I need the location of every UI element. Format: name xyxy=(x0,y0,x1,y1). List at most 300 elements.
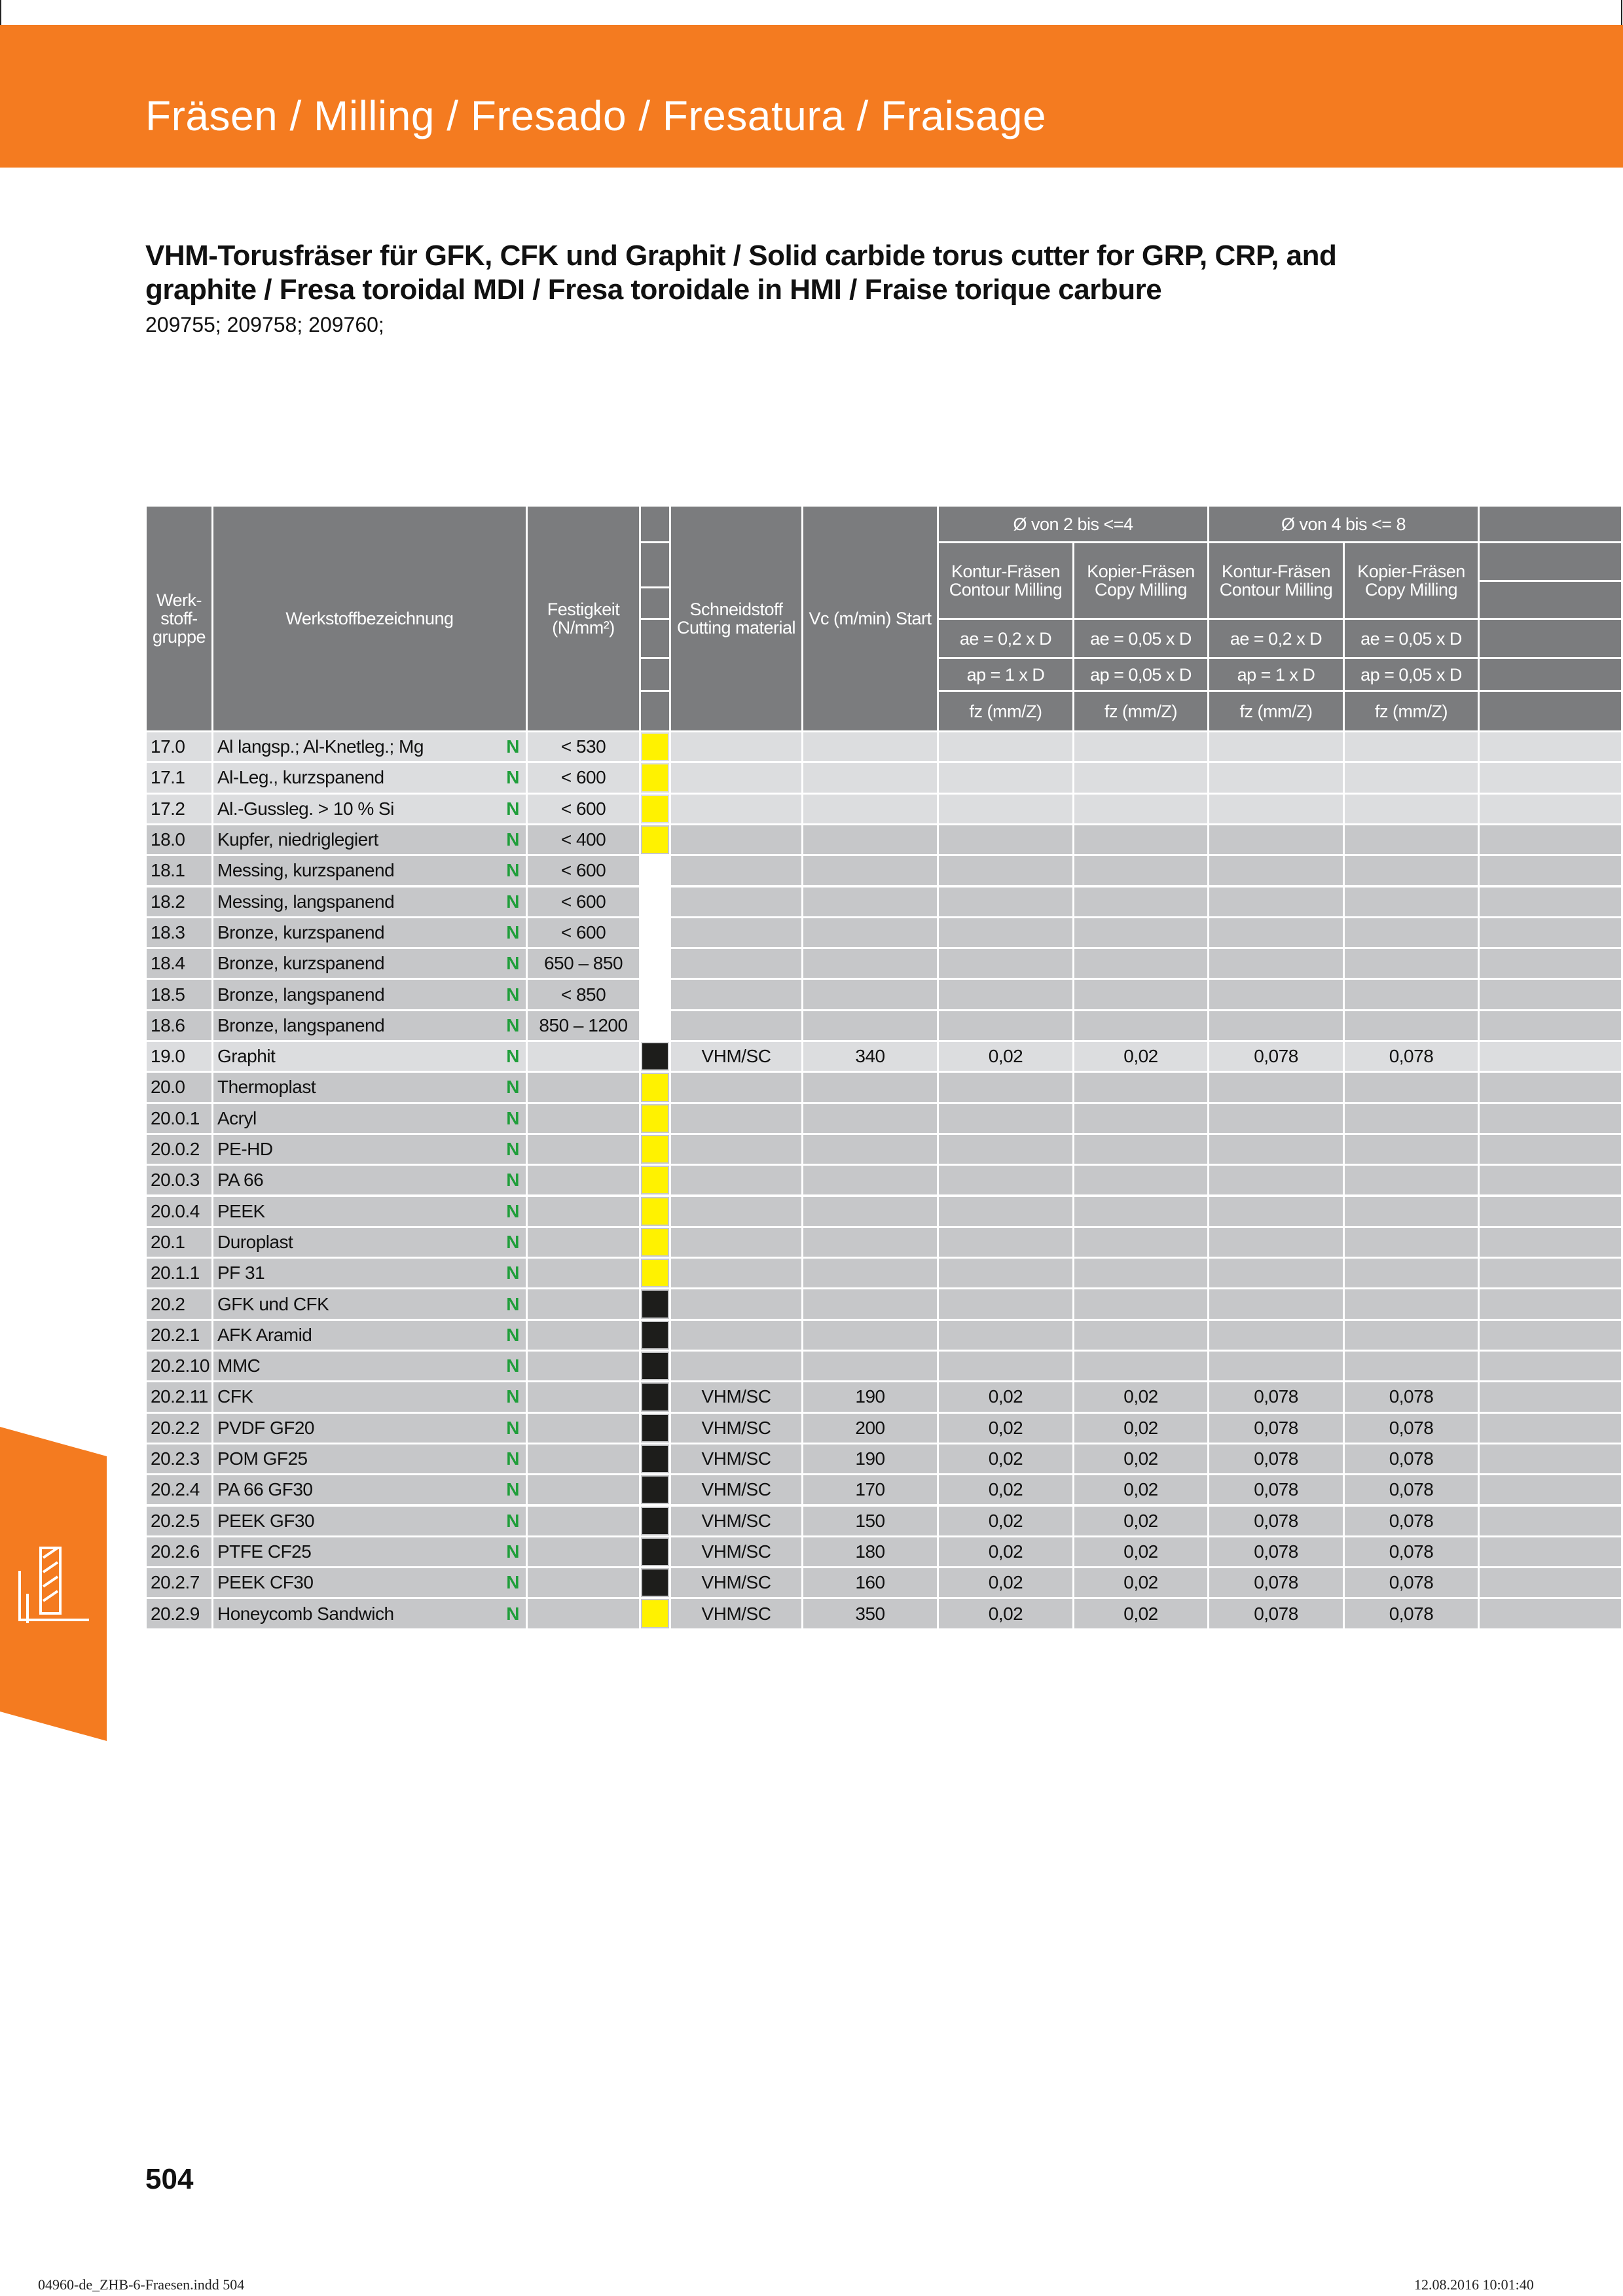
cell-fz-contour-2-4 xyxy=(939,1166,1074,1196)
cell-group: 18.0 xyxy=(147,825,213,856)
cell-cutting-material: VHM/SC xyxy=(671,1382,803,1413)
material-class-n-badge: N xyxy=(506,767,519,788)
cell-material-name xyxy=(213,1599,528,1630)
black-suitability-swatch xyxy=(642,1539,668,1565)
cell-fz-copy-2-4 xyxy=(1074,1011,1209,1042)
cell-extra xyxy=(1480,795,1623,825)
cell-fz-copy-4-8 xyxy=(1345,888,1480,918)
cell-fz-contour-4-8: 0,078 xyxy=(1209,1444,1345,1475)
material-class-n-badge: N xyxy=(506,1355,519,1376)
material-class-n-badge: N xyxy=(506,1200,519,1221)
cell-group: 17.1 xyxy=(147,763,213,794)
header-ap-contour: ap = 1 x D xyxy=(939,659,1074,692)
cell-swatch xyxy=(641,1444,671,1475)
cell-fz-contour-2-4 xyxy=(939,949,1074,980)
cell-fz-copy-2-4 xyxy=(1074,949,1209,980)
cell-material-name xyxy=(213,1197,528,1228)
header-extra-column xyxy=(1480,507,1623,543)
cell-extra xyxy=(1480,1382,1623,1413)
cell-fz-contour-4-8 xyxy=(1209,1011,1345,1042)
cell-fz-copy-2-4 xyxy=(1074,980,1209,1011)
cell-swatch xyxy=(641,1104,671,1135)
material-name-text: GFK und CFK xyxy=(217,1293,329,1314)
header-vc: Vc (m/min) Start xyxy=(803,507,939,732)
cell-fz-copy-4-8 xyxy=(1345,918,1480,949)
cell-cutting-material xyxy=(671,1228,803,1259)
cell-strength xyxy=(528,1444,641,1475)
cell-fz-copy-4-8 xyxy=(1345,825,1480,856)
cell-strength xyxy=(528,1382,641,1413)
cell-cutting-material xyxy=(671,763,803,794)
cell-strength xyxy=(528,1537,641,1568)
cell-extra xyxy=(1480,732,1623,763)
material-name-text: PA 66 xyxy=(217,1170,264,1191)
cell-vc xyxy=(803,949,939,980)
cell-fz-copy-4-8 xyxy=(1345,1135,1480,1166)
cell-material-name xyxy=(213,1228,528,1259)
cell-fz-copy-2-4 xyxy=(1074,732,1209,763)
cell-swatch xyxy=(641,1599,671,1630)
cell-swatch xyxy=(641,763,671,794)
header-swatch-cell xyxy=(641,620,671,659)
cell-fz-copy-4-8: 0,078 xyxy=(1345,1042,1480,1073)
material-name-text: Thermoplast xyxy=(217,1077,316,1098)
cell-group: 20.0.2 xyxy=(147,1135,213,1166)
cell-vc xyxy=(803,1011,939,1042)
chapter-side-tab xyxy=(0,1427,107,1741)
cell-swatch xyxy=(641,918,671,949)
cell-extra xyxy=(1480,1135,1623,1166)
cell-vc: 190 xyxy=(803,1382,939,1413)
cell-vc: 160 xyxy=(803,1568,939,1599)
cell-strength xyxy=(528,1166,641,1196)
cell-fz-contour-4-8: 0,078 xyxy=(1209,1414,1345,1444)
cell-cutting-material xyxy=(671,856,803,887)
cell-fz-contour-2-4 xyxy=(939,1197,1074,1228)
header-ae-contour: ae = 0,2 x D xyxy=(1209,620,1345,659)
material-name-text: PA 66 GF30 xyxy=(217,1479,313,1500)
material-name-text: Al langsp.; Al-Knetleg.; Mg xyxy=(217,736,424,757)
cell-fz-copy-4-8: 0,078 xyxy=(1345,1507,1480,1537)
material-name-text: Kupfer, niedriglegiert xyxy=(217,829,378,850)
crop-mark-right xyxy=(1621,0,1622,25)
header-extra-column xyxy=(1480,620,1623,659)
cell-fz-contour-4-8: 0,078 xyxy=(1209,1568,1345,1599)
cell-swatch xyxy=(641,1568,671,1599)
material-name-text: Duroplast xyxy=(217,1231,293,1252)
cell-fz-copy-2-4 xyxy=(1074,918,1209,949)
cell-cutting-material: VHM/SC xyxy=(671,1414,803,1444)
black-suitability-swatch xyxy=(642,1477,668,1503)
material-class-n-badge: N xyxy=(506,891,519,912)
cell-fz-contour-2-4 xyxy=(939,980,1074,1011)
cell-cutting-material xyxy=(671,1166,803,1196)
cell-fz-contour-2-4 xyxy=(939,732,1074,763)
material-name-text: Bronze, langspanend xyxy=(217,984,385,1005)
yellow-suitability-swatch xyxy=(642,1260,668,1286)
cell-strength xyxy=(528,1568,641,1599)
material-name-text: Graphit xyxy=(217,1046,276,1067)
header-contour-milling: Kontur-Fräsen Contour Milling xyxy=(939,543,1074,620)
cell-swatch xyxy=(641,795,671,825)
cell-extra xyxy=(1480,1507,1623,1537)
cell-extra xyxy=(1480,856,1623,887)
cell-swatch xyxy=(641,949,671,980)
cell-strength: < 530 xyxy=(528,732,641,763)
black-suitability-swatch xyxy=(642,1508,668,1534)
cell-swatch xyxy=(641,1042,671,1073)
cell-group: 20.0.4 xyxy=(147,1197,213,1228)
cell-fz-copy-2-4 xyxy=(1074,1352,1209,1382)
cell-material-name xyxy=(213,1568,528,1599)
yellow-suitability-swatch xyxy=(642,1105,668,1132)
cell-fz-copy-2-4: 0,02 xyxy=(1074,1042,1209,1073)
header-swatch-cell xyxy=(641,543,671,588)
header-swatch-cell xyxy=(641,588,671,620)
cell-strength: < 400 xyxy=(528,825,641,856)
material-class-n-badge: N xyxy=(506,1386,519,1407)
cell-group: 20.2.4 xyxy=(147,1475,213,1506)
cell-strength xyxy=(528,1042,641,1073)
cell-swatch xyxy=(641,1166,671,1196)
material-class-n-badge: N xyxy=(506,1572,519,1593)
cell-vc xyxy=(803,1104,939,1135)
header-cutting-material: Schneidstoff Cutting material xyxy=(671,507,803,732)
cell-vc: 170 xyxy=(803,1475,939,1506)
cell-fz-copy-4-8 xyxy=(1345,1352,1480,1382)
cell-material-name xyxy=(213,1073,528,1103)
material-name-text: Messing, kurzspanend xyxy=(217,860,395,881)
cell-group: 20.2.2 xyxy=(147,1414,213,1444)
cell-vc: 350 xyxy=(803,1599,939,1630)
cell-vc: 180 xyxy=(803,1537,939,1568)
cell-fz-copy-2-4: 0,02 xyxy=(1074,1444,1209,1475)
cell-fz-contour-4-8 xyxy=(1209,949,1345,980)
cell-strength: < 600 xyxy=(528,918,641,949)
cell-vc xyxy=(803,795,939,825)
cell-extra xyxy=(1480,1475,1623,1506)
cell-group: 20.2.9 xyxy=(147,1599,213,1630)
cell-vc xyxy=(803,1197,939,1228)
cell-fz-contour-2-4: 0,02 xyxy=(939,1568,1074,1599)
cell-fz-contour-4-8: 0,078 xyxy=(1209,1382,1345,1413)
cell-fz-copy-2-4 xyxy=(1074,825,1209,856)
black-suitability-swatch xyxy=(642,1446,668,1472)
cell-fz-contour-4-8 xyxy=(1209,1197,1345,1228)
cell-fz-contour-4-8: 0,078 xyxy=(1209,1537,1345,1568)
cell-strength xyxy=(528,1073,641,1103)
material-class-n-badge: N xyxy=(506,1417,519,1438)
header-swatch-cell xyxy=(641,507,671,543)
cell-vc xyxy=(803,1135,939,1166)
cell-extra xyxy=(1480,1568,1623,1599)
cell-fz-contour-4-8 xyxy=(1209,856,1345,887)
cutting-data-table xyxy=(147,507,1623,1631)
cell-cutting-material xyxy=(671,1135,803,1166)
cell-fz-contour-4-8 xyxy=(1209,763,1345,794)
cell-fz-contour-4-8 xyxy=(1209,1259,1345,1289)
cell-swatch xyxy=(641,825,671,856)
cell-cutting-material: VHM/SC xyxy=(671,1042,803,1073)
cell-swatch xyxy=(641,1414,671,1444)
cell-cutting-material xyxy=(671,795,803,825)
material-class-n-badge: N xyxy=(506,1046,519,1067)
cell-cutting-material: VHM/SC xyxy=(671,1568,803,1599)
material-class-n-badge: N xyxy=(506,953,519,974)
cell-fz-copy-2-4: 0,02 xyxy=(1074,1382,1209,1413)
header-copy-milling: Kopier-Fräsen Copy Milling xyxy=(1345,543,1480,620)
black-suitability-swatch xyxy=(642,1322,668,1348)
cell-fz-contour-2-4 xyxy=(939,888,1074,918)
header-fz: fz (mm/Z) xyxy=(1345,692,1480,732)
cell-fz-copy-4-8: 0,078 xyxy=(1345,1414,1480,1444)
material-name-text: Messing, langspanend xyxy=(217,891,395,912)
material-class-n-badge: N xyxy=(506,829,519,850)
cell-material-name xyxy=(213,888,528,918)
cell-material-name xyxy=(213,1011,528,1042)
cell-extra xyxy=(1480,1228,1623,1259)
cell-fz-contour-2-4 xyxy=(939,1352,1074,1382)
cell-cutting-material xyxy=(671,1352,803,1382)
cell-material-name xyxy=(213,1321,528,1352)
cell-group: 18.1 xyxy=(147,856,213,887)
material-name-text: Honeycomb Sandwich xyxy=(217,1603,394,1624)
cell-fz-contour-2-4: 0,02 xyxy=(939,1042,1074,1073)
yellow-suitability-swatch xyxy=(642,1167,668,1193)
material-name-text: MMC xyxy=(217,1355,261,1376)
cell-extra xyxy=(1480,763,1623,794)
yellow-suitability-swatch xyxy=(642,764,668,791)
material-class-n-badge: N xyxy=(506,1448,519,1469)
cell-vc: 200 xyxy=(803,1414,939,1444)
cell-fz-copy-4-8 xyxy=(1345,1073,1480,1103)
material-class-n-badge: N xyxy=(506,1107,519,1128)
header-fz: fz (mm/Z) xyxy=(1074,692,1209,732)
cell-swatch xyxy=(641,1135,671,1166)
cell-cutting-material: VHM/SC xyxy=(671,1599,803,1630)
cell-group: 19.0 xyxy=(147,1042,213,1073)
cell-strength: < 600 xyxy=(528,888,641,918)
cell-material-name xyxy=(213,1259,528,1289)
material-class-n-badge: N xyxy=(506,736,519,757)
cell-group: 20.2.3 xyxy=(147,1444,213,1475)
cell-fz-contour-4-8 xyxy=(1209,1104,1345,1135)
cell-extra xyxy=(1480,1042,1623,1073)
cell-strength xyxy=(528,1104,641,1135)
cell-strength xyxy=(528,1197,641,1228)
cell-fz-copy-2-4 xyxy=(1074,1321,1209,1352)
header-ap-contour: ap = 1 x D xyxy=(1209,659,1345,692)
cell-fz-contour-2-4 xyxy=(939,1259,1074,1289)
cell-fz-copy-2-4: 0,02 xyxy=(1074,1507,1209,1537)
cell-vc xyxy=(803,763,939,794)
cell-material-name xyxy=(213,918,528,949)
cell-cutting-material xyxy=(671,1197,803,1228)
cell-fz-contour-2-4 xyxy=(939,1073,1074,1103)
cell-group: 20.1 xyxy=(147,1228,213,1259)
product-title: VHM-Torusfräser für GFK, CFK und Graphit / Solid carbide torus cutter for GRP, CRP, and graphite / Fresa toroidal MDI / Fresa toroidale in HMI / Fraise torique carbure xyxy=(145,240,1337,306)
cell-extra xyxy=(1480,1321,1623,1352)
cell-vc xyxy=(803,980,939,1011)
yellow-suitability-swatch xyxy=(642,1600,668,1626)
cell-fz-copy-4-8 xyxy=(1345,1321,1480,1352)
cell-material-name xyxy=(213,732,528,763)
cell-extra xyxy=(1480,1599,1623,1630)
cell-fz-contour-4-8 xyxy=(1209,1321,1345,1352)
material-class-n-badge: N xyxy=(506,1170,519,1191)
cell-group: 17.2 xyxy=(147,795,213,825)
cell-fz-contour-4-8 xyxy=(1209,825,1345,856)
cell-extra xyxy=(1480,1537,1623,1568)
cell-vc xyxy=(803,1352,939,1382)
cell-fz-contour-2-4 xyxy=(939,795,1074,825)
material-class-n-badge: N xyxy=(506,1293,519,1314)
black-suitability-swatch xyxy=(642,1384,668,1410)
cell-swatch xyxy=(641,1352,671,1382)
cell-cutting-material: VHM/SC xyxy=(671,1444,803,1475)
cell-vc xyxy=(803,888,939,918)
cell-strength: 650 – 850 xyxy=(528,949,641,980)
cell-fz-contour-4-8 xyxy=(1209,795,1345,825)
material-class-n-badge: N xyxy=(506,922,519,942)
cell-fz-copy-4-8: 0,078 xyxy=(1345,1537,1480,1568)
cell-vc: 190 xyxy=(803,1444,939,1475)
cell-swatch xyxy=(641,1382,671,1413)
cell-fz-copy-4-8: 0,078 xyxy=(1345,1568,1480,1599)
cell-fz-contour-4-8: 0,078 xyxy=(1209,1507,1345,1537)
cell-cutting-material: VHM/SC xyxy=(671,1507,803,1537)
cell-cutting-material xyxy=(671,1289,803,1320)
header-diameter-2-4: Ø von 2 bis <=4 xyxy=(939,507,1209,543)
material-name-text: PVDF GF20 xyxy=(217,1417,314,1438)
cell-extra xyxy=(1480,1166,1623,1196)
cell-fz-copy-4-8 xyxy=(1345,980,1480,1011)
cell-fz-copy-4-8 xyxy=(1345,856,1480,887)
print-slug-file: 04960-de_ZHB-6-Fraesen.indd 504 xyxy=(38,2276,245,2293)
cell-cutting-material xyxy=(671,918,803,949)
cell-fz-copy-2-4 xyxy=(1074,1197,1209,1228)
cell-swatch xyxy=(641,1073,671,1103)
cell-strength xyxy=(528,1259,641,1289)
cell-fz-contour-2-4 xyxy=(939,918,1074,949)
cell-material-name xyxy=(213,795,528,825)
cell-fz-contour-2-4 xyxy=(939,856,1074,887)
cell-group: 20.2.7 xyxy=(147,1568,213,1599)
cell-fz-copy-2-4: 0,02 xyxy=(1074,1537,1209,1568)
cell-extra xyxy=(1480,1352,1623,1382)
cell-fz-contour-2-4 xyxy=(939,1104,1074,1135)
header-fz: fz (mm/Z) xyxy=(939,692,1074,732)
material-name-text: CFK xyxy=(217,1386,253,1407)
page-number: 504 xyxy=(145,2163,194,2195)
cell-strength: < 600 xyxy=(528,856,641,887)
cell-extra xyxy=(1480,949,1623,980)
cell-extra xyxy=(1480,1197,1623,1228)
cell-fz-contour-4-8 xyxy=(1209,980,1345,1011)
cell-fz-copy-2-4 xyxy=(1074,1259,1209,1289)
header-copy-milling: Kopier-Fräsen Copy Milling xyxy=(1074,543,1209,620)
cell-fz-copy-4-8: 0,078 xyxy=(1345,1475,1480,1506)
material-name-text: Acryl xyxy=(217,1107,257,1128)
cell-fz-copy-2-4 xyxy=(1074,1073,1209,1103)
cell-swatch xyxy=(641,888,671,918)
cell-fz-copy-4-8 xyxy=(1345,1259,1480,1289)
material-name-text: PE-HD xyxy=(217,1139,273,1160)
cell-fz-copy-4-8: 0,078 xyxy=(1345,1444,1480,1475)
cell-extra xyxy=(1480,1011,1623,1042)
cell-fz-copy-2-4: 0,02 xyxy=(1074,1599,1209,1630)
header-strength: Festigkeit (N/mm²) xyxy=(528,507,641,732)
cell-group: 20.0 xyxy=(147,1073,213,1103)
cell-cutting-material xyxy=(671,1011,803,1042)
cell-extra xyxy=(1480,980,1623,1011)
cell-fz-contour-2-4: 0,02 xyxy=(939,1475,1074,1506)
cell-fz-copy-4-8 xyxy=(1345,1011,1480,1042)
cell-strength xyxy=(528,1475,641,1506)
cell-material-name xyxy=(213,1352,528,1382)
cell-fz-contour-2-4 xyxy=(939,763,1074,794)
yellow-suitability-swatch xyxy=(642,1074,668,1100)
cell-fz-contour-2-4: 0,02 xyxy=(939,1537,1074,1568)
cell-swatch xyxy=(641,980,671,1011)
cell-cutting-material xyxy=(671,825,803,856)
cell-fz-copy-2-4: 0,02 xyxy=(1074,1568,1209,1599)
cell-fz-contour-2-4 xyxy=(939,1228,1074,1259)
cell-swatch xyxy=(641,1475,671,1506)
material-name-text: Bronze, kurzspanend xyxy=(217,953,385,974)
cell-fz-contour-4-8 xyxy=(1209,918,1345,949)
cell-fz-contour-4-8 xyxy=(1209,1166,1345,1196)
material-class-n-badge: N xyxy=(506,1510,519,1531)
material-class-n-badge: N xyxy=(506,798,519,819)
header-swatch-cell xyxy=(641,659,671,692)
material-class-n-badge: N xyxy=(506,1014,519,1035)
cell-strength xyxy=(528,1289,641,1320)
material-class-n-badge: N xyxy=(506,860,519,881)
cell-swatch xyxy=(641,856,671,887)
header-swatch-cell xyxy=(641,692,671,732)
header-extra-column xyxy=(1480,543,1623,582)
cell-strength xyxy=(528,1228,641,1259)
header-ap-copy: ap = 0,05 x D xyxy=(1074,659,1209,692)
cell-fz-contour-2-4 xyxy=(939,1321,1074,1352)
material-class-n-badge: N xyxy=(506,1077,519,1098)
header-fz: fz (mm/Z) xyxy=(1209,692,1345,732)
cell-strength: < 850 xyxy=(528,980,641,1011)
cell-strength xyxy=(528,1352,641,1382)
yellow-suitability-swatch xyxy=(642,1136,668,1162)
header-ae-copy: ae = 0,05 x D xyxy=(1345,620,1480,659)
material-name-text: PEEK GF30 xyxy=(217,1510,315,1531)
cell-group: 18.4 xyxy=(147,949,213,980)
cell-vc xyxy=(803,1166,939,1196)
black-suitability-swatch xyxy=(642,1570,668,1596)
cell-material-name xyxy=(213,949,528,980)
article-numbers: 209755; 209758; 209760; xyxy=(145,313,384,336)
cell-fz-contour-2-4: 0,02 xyxy=(939,1507,1074,1537)
print-slug-date: 12.08.2016 10:01:40 xyxy=(1414,2276,1534,2293)
cell-swatch xyxy=(641,1507,671,1537)
header-group: Werk- stoff- gruppe xyxy=(147,507,213,732)
cell-material-name xyxy=(213,1042,528,1073)
cell-vc xyxy=(803,825,939,856)
cell-cutting-material xyxy=(671,1104,803,1135)
cell-fz-copy-2-4 xyxy=(1074,1135,1209,1166)
cell-fz-contour-2-4: 0,02 xyxy=(939,1382,1074,1413)
cell-vc xyxy=(803,732,939,763)
crop-mark-left xyxy=(0,0,1,25)
cell-fz-copy-4-8 xyxy=(1345,795,1480,825)
